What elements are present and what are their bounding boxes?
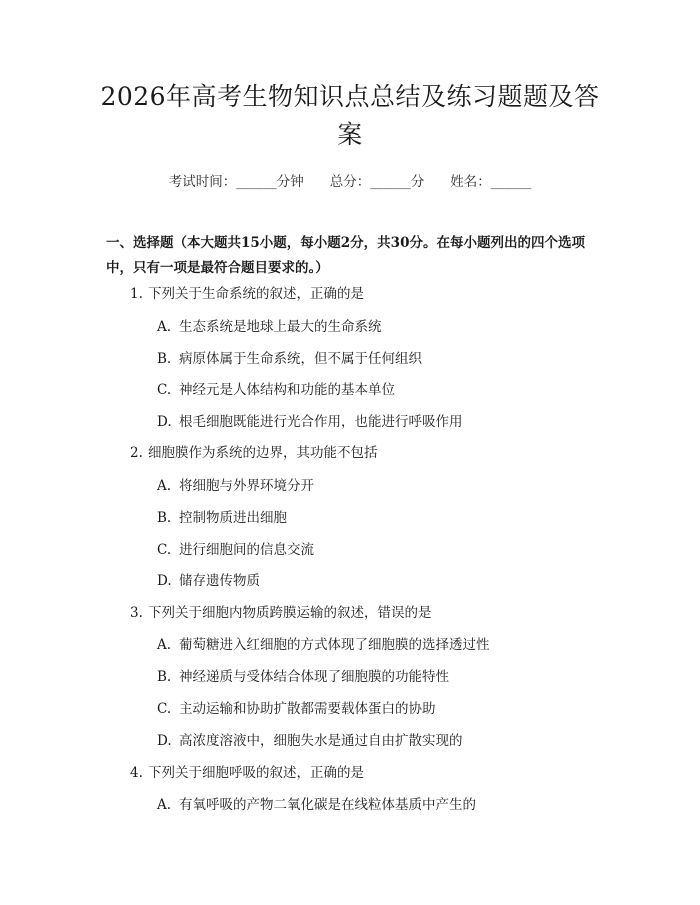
- option-text: 主动运输和协助扩散都需要载体蛋白的协助: [179, 701, 436, 717]
- option-text: 神经元是人体结构和功能的基本单位: [179, 382, 395, 398]
- option-item: [157, 697, 436, 717]
- question-text: 下列关于细胞内物质跨膜运输的叙述，错误的是: [148, 605, 432, 621]
- question-text: 下列关于细胞呼吸的叙述，正确的是: [148, 765, 364, 781]
- option-letter: B.: [157, 351, 172, 367]
- option-letter: C.: [157, 382, 172, 398]
- option-letter: C.: [157, 701, 172, 717]
- question-stem: [130, 601, 432, 621]
- option-text: 储存遗传物质: [179, 573, 260, 589]
- option-letter: D.: [157, 573, 172, 589]
- option-item: [157, 793, 476, 813]
- option-item: [157, 410, 463, 430]
- option-item: [157, 665, 449, 685]
- option-letter: A.: [157, 797, 172, 813]
- question-number: 1.: [130, 286, 143, 302]
- option-text: 病原体属于生命系统，但不属于任何组织: [179, 351, 422, 367]
- option-item: [157, 538, 314, 558]
- option-letter: C.: [157, 542, 172, 558]
- option-letter: A.: [157, 637, 172, 653]
- option-item: [157, 378, 395, 398]
- option-text: 高浓度溶液中，细胞失水是通过自由扩散实现的: [179, 733, 463, 749]
- option-letter: B.: [157, 510, 172, 526]
- option-text: 进行细胞间的信息交流: [179, 542, 314, 558]
- option-item: [157, 474, 314, 494]
- section-heading: 一、选择题（本大题共15小题，每小题2分，共30分。在每小题列出的四个选项中，只有一项是最符合题目要求的。）: [106, 235, 585, 276]
- exam-info-line: [0, 170, 700, 190]
- option-text: 葡萄糖进入红细胞的方式体现了细胞膜的选择透过性: [179, 637, 490, 653]
- option-item: [157, 347, 422, 367]
- question-number: 4.: [130, 765, 143, 781]
- question-text: 细胞膜作为系统的边界，其功能不包括: [148, 445, 378, 461]
- exam-time-field: 考试时间：______分钟: [168, 174, 304, 190]
- option-text: 根毛细胞既能进行光合作用，也能进行呼吸作用: [179, 414, 463, 430]
- option-letter: A.: [157, 478, 172, 494]
- option-text: 控制物质进出细胞: [179, 510, 287, 526]
- question-number: 3.: [130, 605, 143, 621]
- student-name-field: 姓名：______: [450, 174, 532, 190]
- option-letter: D.: [157, 733, 172, 749]
- option-letter: B.: [157, 669, 172, 685]
- option-letter: D.: [157, 414, 172, 430]
- question-stem: [130, 761, 364, 781]
- question-text: 下列关于生命系统的叙述，正确的是: [148, 286, 364, 302]
- question-number: 2.: [130, 445, 143, 461]
- option-item: [157, 315, 382, 335]
- question-stem: [130, 441, 378, 461]
- option-item: [157, 729, 463, 749]
- document-title: 2026年高考生物知识点总结及练习题题及答案: [100, 82, 600, 149]
- question-stem: [130, 282, 364, 302]
- option-item: [157, 506, 287, 526]
- option-text: 神经递质与受体结合体现了细胞膜的功能特性: [179, 669, 449, 685]
- option-item: [157, 569, 260, 589]
- option-item: [157, 633, 490, 653]
- total-score-field: 总分：______分: [329, 174, 425, 190]
- option-letter: A.: [157, 319, 172, 335]
- option-text: 将细胞与外界环境分开: [179, 478, 314, 494]
- option-text: 有氧呼吸的产物二氧化碳是在线粒体基质中产生的: [179, 797, 476, 813]
- option-text: 生态系统是地球上最大的生命系统: [179, 319, 382, 335]
